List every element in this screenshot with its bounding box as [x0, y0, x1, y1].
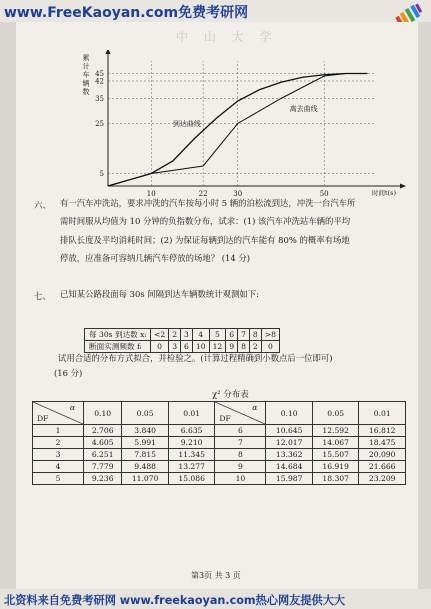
q6-number: 六、	[34, 200, 51, 210]
x-tick-label: 50	[319, 190, 329, 198]
q6-line-4: 停放，应准备可容纳几辆汽车停放的场地？ (14 分)	[60, 253, 251, 263]
chi-value-cell: 9.236	[84, 473, 122, 485]
chi-value-cell: 16.812	[359, 425, 406, 437]
chi-value-cell: 11.345	[168, 449, 215, 461]
q6-line-2: 需时间服从均值为 10 分钟的负指数分布，试求：(1) 该汽车冲洗站车辆的平均	[60, 216, 351, 226]
df-label: DF	[219, 414, 231, 423]
obs-label-x: 每 30s 到达数 xᵢ	[85, 329, 151, 341]
chi-value-cell: 2.706	[84, 425, 122, 437]
site-banner-bottom	[0, 589, 431, 609]
chi-value-cell: 6.635	[168, 425, 215, 437]
chi-corner-left	[33, 402, 84, 425]
y-tick-label: 45	[95, 70, 104, 78]
watermark-text: 中 山 大 学	[176, 30, 278, 44]
y-axis-label: 辆	[82, 79, 90, 88]
chi-value-cell: 13.277	[168, 461, 215, 473]
obs-x-cell: 5	[209, 329, 226, 341]
chi-table-row	[33, 461, 406, 473]
obs-row-x	[85, 329, 280, 341]
obs-x-cell: 4	[192, 329, 209, 341]
obs-x-cell: >8	[261, 329, 279, 341]
chi-table-row	[33, 425, 406, 437]
chi-value-cell: 15.086	[168, 473, 215, 485]
chi-value-cell: 6.251	[84, 449, 122, 461]
chi-df-cell: 4	[33, 461, 84, 473]
chi-df-cell: 10	[215, 473, 266, 485]
chi-value-cell: 5.991	[122, 437, 169, 449]
chi-value-cell: 9.210	[168, 437, 215, 449]
chi-value-cell: 14.067	[312, 437, 359, 449]
chi-value-cell: 12.592	[312, 425, 359, 437]
chi-alpha-header: 0.10	[84, 402, 122, 425]
chi-value-cell: 13.362	[266, 449, 313, 461]
y-axis-label: 累	[82, 54, 90, 62]
x-tick-label: 30	[233, 190, 243, 198]
chi-alpha-header: 0.05	[122, 402, 169, 425]
chi-value-cell: 15.507	[312, 449, 359, 461]
x-axis-arrow-icon	[400, 184, 406, 189]
q7-line-1: 试用合适的分布方式拟合，并检验之。(计算过程精确到小数点后一位即可)	[58, 353, 333, 363]
chi-alpha-header: 0.01	[168, 402, 215, 425]
site-banner-bottom-text: 北资料来自免费考研网 www.freekaoyan.com热心网友提供大大	[4, 594, 346, 607]
chi-df-cell: 6	[215, 425, 266, 437]
chi-value-cell: 14.684	[266, 461, 313, 473]
chi-df-cell: 1	[33, 425, 84, 437]
y-tick-label: 35	[95, 95, 104, 103]
q6-line-3: 排队长度及平均消耗时间；(2) 为保证每辆到达的汽车能有 80% 的概率有场地	[60, 235, 350, 245]
chi-alpha-header: 0.01	[359, 402, 406, 425]
obs-f-cell: 9	[226, 341, 238, 353]
exam-page	[16, 22, 418, 589]
obs-f-cell: 8	[238, 341, 250, 353]
y-axis-label: 数	[82, 88, 90, 96]
chi-value-cell: 20.090	[359, 449, 406, 461]
chi-df-cell: 8	[215, 449, 266, 461]
obs-f-cell: 3	[169, 341, 181, 353]
obs-x-cell: 7	[238, 329, 250, 341]
series-label: 到达曲线	[172, 120, 201, 128]
chi-table-body	[33, 425, 406, 485]
vehicle-curve-svg	[76, 50, 406, 210]
obs-f-cell: 0	[261, 341, 279, 353]
obs-f-cell: 0	[151, 341, 169, 353]
chi-value-cell: 12.017	[266, 437, 313, 449]
x-tick-label: 10	[146, 190, 156, 198]
chi-table-row	[33, 437, 406, 449]
df-label: DF	[37, 414, 49, 423]
q6-line-1: 有一汽车冲洗站，要求冲洗的汽车按每小时 5 辆的泊松流到达，冲洗一台汽车所	[60, 198, 356, 208]
y-tick-label: 42	[95, 77, 104, 86]
obs-f-cell: 10	[192, 341, 209, 353]
chi-table-row	[33, 449, 406, 461]
chi-df-cell: 2	[33, 437, 84, 449]
observation-table	[84, 328, 280, 353]
site-banner-text: www.FreeKaoyan.com免费考研网	[4, 5, 249, 21]
chi-value-cell: 9.488	[122, 461, 169, 473]
site-banner-top	[0, 0, 431, 22]
obs-label-f: 断面实测频数 fᵢ	[85, 341, 151, 353]
obs-x-cell: <2	[151, 329, 169, 341]
y-tick-label: 25	[95, 120, 104, 128]
chi-alpha-header: 0.05	[312, 402, 359, 425]
q7-intro: 已知某公路段面每 30s 间隔到达车辆数统计观测如下:	[60, 289, 259, 299]
chi-value-cell: 21.666	[359, 461, 406, 473]
chi-value-cell: 11.070	[122, 473, 169, 485]
y-axis-arrow-icon	[106, 50, 111, 54]
q7-number: 七、	[34, 291, 51, 301]
obs-x-cell: 3	[181, 329, 193, 341]
chi-value-cell: 15.987	[266, 473, 313, 485]
chi-corner-right	[215, 402, 266, 425]
x-axis-label: 时间t(s)	[372, 189, 397, 197]
chi-header-row	[33, 402, 406, 425]
chi-value-cell: 18.307	[312, 473, 359, 485]
chi-value-cell: 16.919	[312, 461, 359, 473]
chi-value-cell: 7.779	[84, 461, 122, 473]
chi-value-cell: 18.475	[359, 437, 406, 449]
alpha-label: α	[69, 403, 75, 412]
obs-x-cell: 2	[169, 329, 181, 341]
x-tick-label: 22	[198, 190, 208, 198]
chi-value-cell: 4.605	[84, 437, 122, 449]
chi-df-cell: 9	[215, 461, 266, 473]
chi-df-cell: 5	[33, 473, 84, 485]
chi-square-table	[32, 401, 406, 485]
obs-x-cell: 8	[249, 329, 261, 341]
chi-value-cell: 3.840	[122, 425, 169, 437]
page-number: 第3页 共 3 页	[191, 571, 241, 580]
chi-table-row	[33, 473, 406, 485]
obs-f-cell: 2	[249, 341, 261, 353]
series-label: 离去曲线	[289, 105, 318, 113]
y-axis-label: 计	[82, 62, 90, 71]
q7-line-2: (16 分)	[54, 368, 83, 378]
chi-table-title: χ² 分布表	[212, 390, 249, 400]
chi-value-cell: 7.815	[122, 449, 169, 461]
obs-row-f	[85, 341, 280, 353]
chi-alpha-header: 0.10	[266, 402, 313, 425]
obs-f-cell: 12	[209, 341, 226, 353]
y-tick-label: 5	[99, 170, 104, 178]
alpha-label: α	[252, 403, 258, 412]
obs-x-cell: 6	[226, 329, 238, 341]
chi-value-cell: 10.645	[266, 425, 313, 437]
chi-value-cell: 23.209	[359, 473, 406, 485]
obs-f-cell: 6	[181, 341, 193, 353]
chi-df-cell: 7	[215, 437, 266, 449]
y-axis-label: 车	[82, 71, 90, 79]
vehicle-curve-chart	[76, 50, 406, 214]
chi-df-cell: 3	[33, 449, 84, 461]
